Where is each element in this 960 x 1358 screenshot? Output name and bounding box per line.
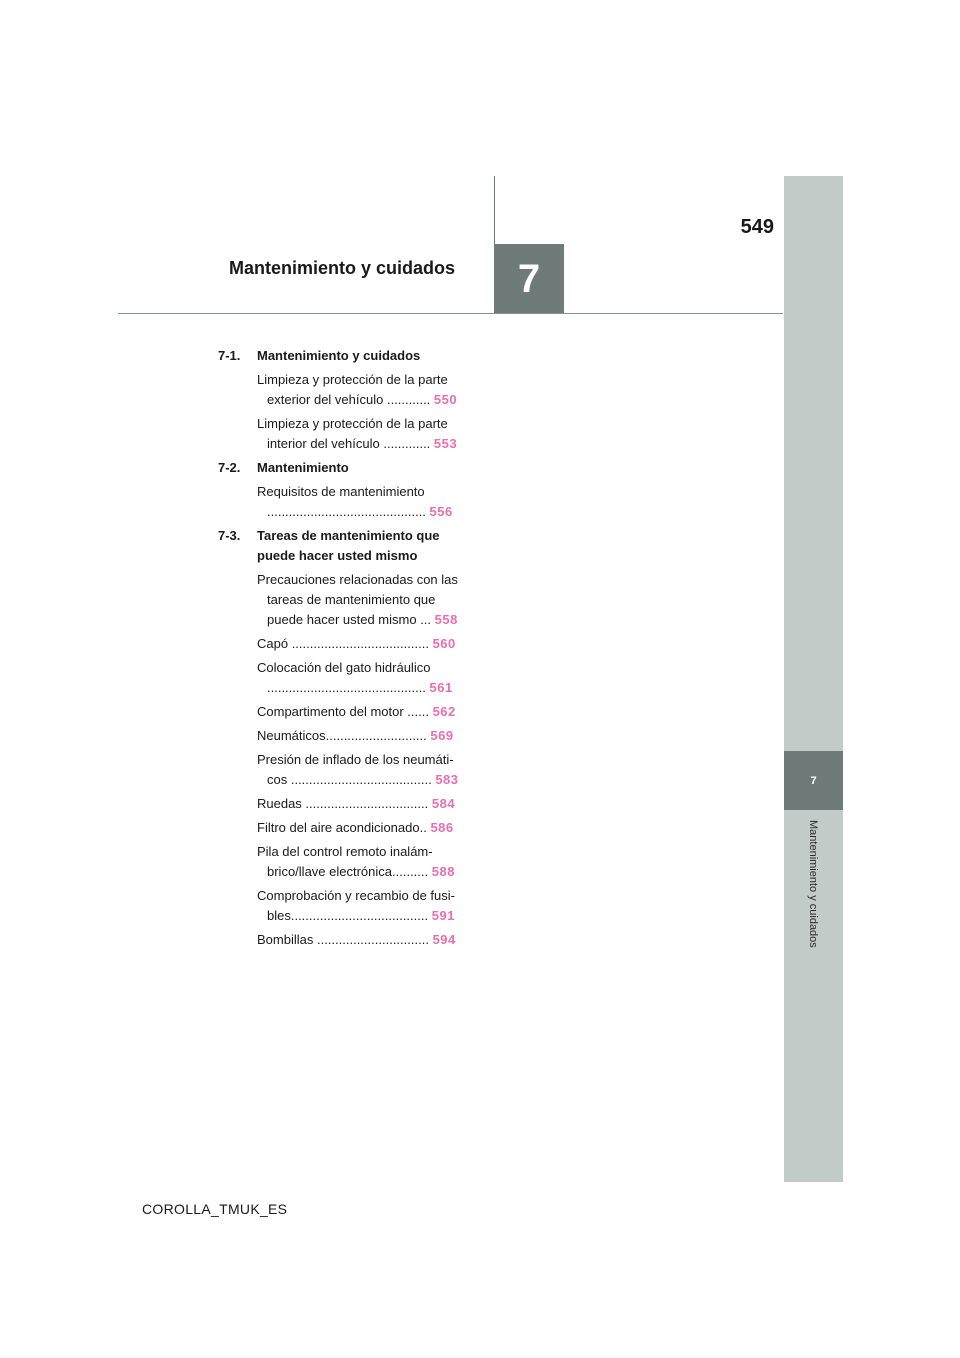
toc-page-link[interactable]: 588 (431, 864, 455, 879)
toc-page-link[interactable]: 569 (430, 728, 454, 743)
table-of-contents (218, 346, 468, 954)
header-rule (118, 313, 783, 314)
toc-page-link[interactable]: 586 (430, 820, 454, 835)
toc-entry[interactable]: Bombillas ............................... 594 (257, 932, 456, 947)
page-number: 549 (740, 216, 774, 238)
toc-page-link[interactable]: 556 (429, 504, 453, 519)
chapter-title: Mantenimiento y cuidados (229, 258, 456, 278)
toc-page-link[interactable]: 562 (432, 704, 456, 719)
toc-page-link[interactable]: 584 (431, 796, 456, 811)
header-divider-vertical (494, 176, 495, 244)
toc-page-link[interactable]: 560 (432, 636, 456, 651)
toc-entry[interactable]: Neumáticos............................ 569 (257, 728, 454, 743)
toc-entry[interactable]: Colocación del gato hidráulico ............................................ 561 (257, 660, 453, 695)
toc-entry[interactable]: Ruedas .................................. 584 (257, 796, 456, 811)
toc-page-link[interactable]: 558 (434, 612, 458, 627)
side-tab-label: Mantenimiento y cuidados (807, 820, 819, 948)
toc-entry[interactable]: Presión de inflado de los neumáti-cos ....................................... 583 (257, 752, 459, 787)
toc-entry[interactable]: Pila del control remoto inalám-brico/llave electrónica.......... 588 (257, 844, 455, 879)
toc-section-7-3: 7-3. Tareas de mantenimiento que puede hacer usted mismo (218, 528, 440, 563)
footer-model-code: COROLLA_TMUK_ES (142, 1201, 288, 1217)
toc-entry[interactable]: Limpieza y protección de la parte interior del vehículo ............. 553 (257, 416, 458, 451)
chapter-number-box: 7 (494, 244, 564, 314)
side-tab-chapter[interactable]: 7 (784, 751, 843, 810)
toc-entry[interactable]: Comprobación y recambio de fusi-bles...................................... 591 (257, 888, 455, 923)
toc-page-link[interactable]: 594 (432, 932, 456, 947)
toc-page-link[interactable]: 591 (431, 908, 455, 923)
toc-section-7-2: 7-2. Mantenimiento (218, 460, 349, 475)
toc-entry[interactable]: Precauciones relacionadas con las tareas de mantenimiento que puede hacer usted mismo ... 558 (257, 572, 458, 627)
toc-page-link[interactable]: 583 (435, 772, 459, 787)
toc-entry[interactable]: Filtro del aire acondicionado.. 586 (257, 820, 454, 835)
toc-page-link[interactable]: 550 (433, 392, 458, 407)
toc-page-link[interactable]: 561 (429, 680, 453, 695)
toc-page-link[interactable]: 553 (433, 436, 458, 451)
toc-entry[interactable]: Limpieza y protección de la parte exterior del vehículo ............ 550 (257, 372, 458, 407)
toc-entry[interactable]: Compartimento del motor ...... 562 (257, 704, 456, 719)
toc-entry[interactable]: Capó ...................................... 560 (257, 636, 456, 651)
side-index-strip (784, 176, 843, 1182)
toc-entry[interactable]: Requisitos de mantenimiento ............................................ 556 (257, 484, 453, 519)
toc-section-7-1: 7-1. Mantenimiento y cuidados (218, 348, 421, 363)
